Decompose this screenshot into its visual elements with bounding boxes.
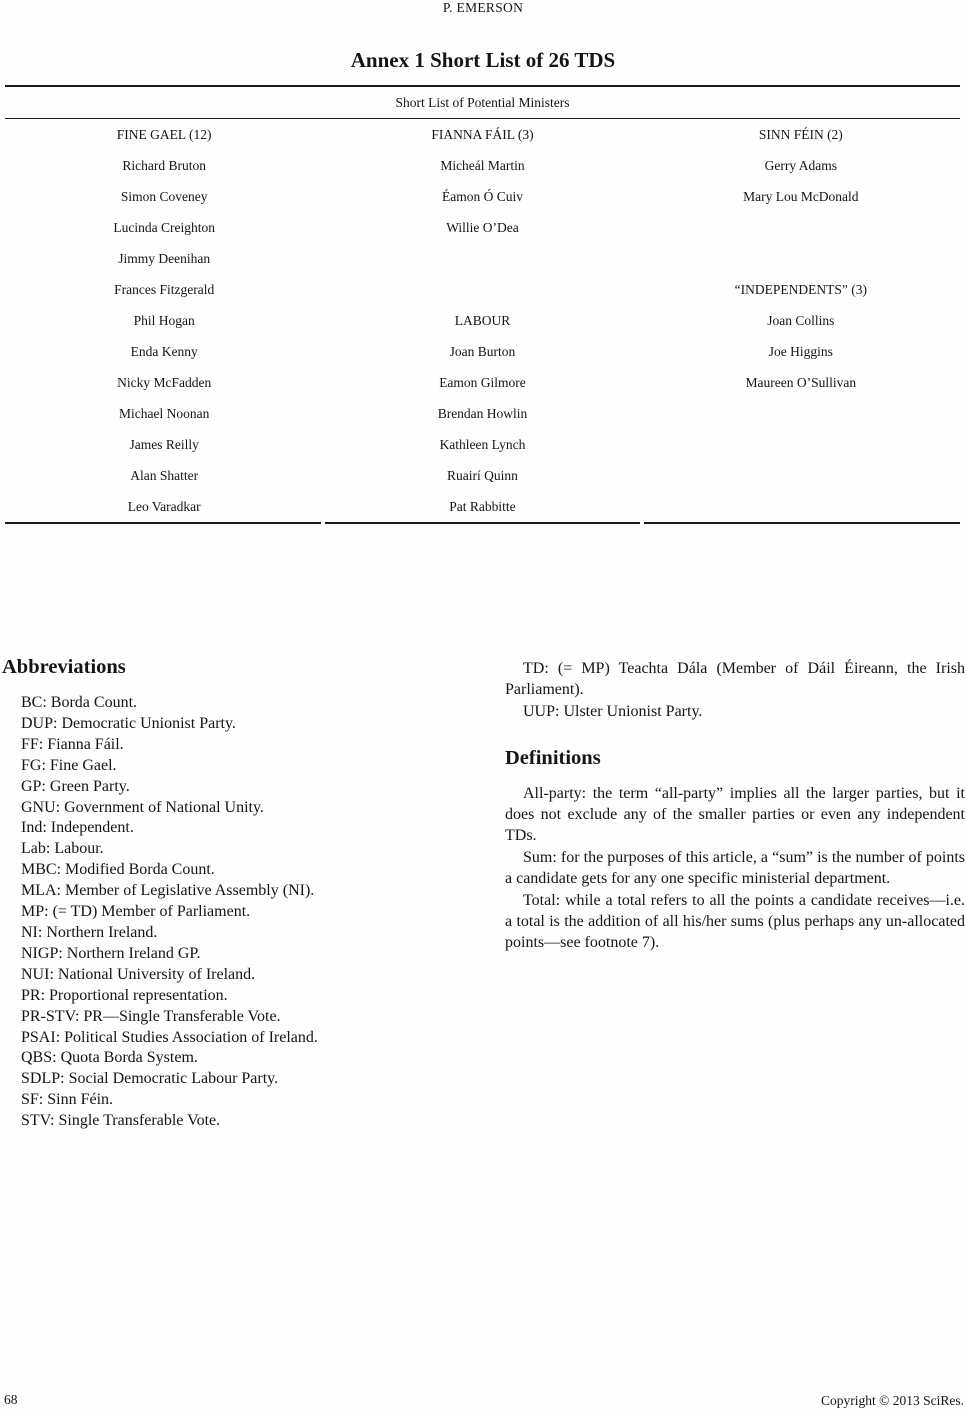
table-cell-labour-header: LABOUR	[454, 312, 511, 328]
table-cell: Michael Noonan	[118, 405, 210, 421]
table-cell: Gerry Adams	[764, 157, 837, 173]
annex-title: Annex 1 Short List of 26 TDS	[350, 48, 616, 72]
abbreviation-item-td: TD: (= MP) Teachta Dála (Member of Dáil Éireann, the Irish Parliament).	[505, 660, 965, 699]
table-bottom-rule-col3	[644, 522, 960, 524]
table-cell	[642, 243, 960, 274]
table-cell	[323, 243, 641, 274]
table-cell: Frances Fitzgerald	[114, 281, 215, 297]
copyright-notice: Copyright © 2013 SciRes.	[820, 1393, 964, 1408]
table-cell: Kathleen Lynch	[439, 436, 526, 452]
abbreviation-item: NUI: National University of Ireland.	[21, 965, 256, 983]
table-cell	[642, 491, 960, 522]
abbreviation-item: SDLP: Social Democratic Labour Party.	[21, 1070, 279, 1088]
definition-sum: Sum: for the purposes of this article, a “sum” is the number of points a candidate gets for any one specific ministerial department.	[505, 848, 965, 888]
table-cell: Ruairí Quinn	[447, 467, 518, 483]
abbreviation-item: GP: Green Party.	[21, 777, 130, 795]
table-row	[5, 336, 960, 367]
abbreviation-item: PSAI: Political Studies Association of Ireland.	[21, 1028, 318, 1046]
table-cell	[642, 398, 960, 429]
running-header: P. EMERSON	[442, 0, 524, 15]
table-row	[5, 181, 960, 212]
abbreviations-heading: Abbreviations	[2, 656, 126, 678]
table-cell: Nicky McFadden	[117, 374, 212, 390]
table-cell: Joan Collins	[767, 312, 835, 328]
definition-all-party: All-party: the term “all-party” implies all the larger parties, but it does not exclude any of the smaller parties or even any independent TDs.	[505, 784, 965, 845]
table-cell: Brendan Howlin	[437, 405, 528, 421]
table-row	[5, 305, 960, 336]
table-cell: Alan Shatter	[130, 467, 199, 483]
table-cell: Willie O’Dea	[446, 219, 519, 235]
abbreviation-item: GNU: Government of National Unity.	[21, 798, 264, 816]
table-row	[5, 274, 960, 305]
abbreviation-item: DUP: Democratic Unionist Party.	[21, 714, 236, 732]
table-row	[5, 460, 960, 491]
abbreviation-item: PR: Proportional representation.	[21, 986, 228, 1004]
table-row	[5, 212, 960, 243]
table-header-row	[5, 119, 960, 150]
table-row	[5, 429, 960, 460]
table-row	[5, 398, 960, 429]
column-header-sinn-fein: SINN FÉIN (2)	[758, 126, 843, 142]
table-cell: Enda Kenny	[130, 343, 198, 359]
abbreviation-item: Lab: Labour.	[21, 840, 104, 858]
table-cell: Eamon Gilmore	[439, 374, 526, 390]
page-number: 68	[4, 1392, 18, 1407]
abbreviation-item: NI: Northern Ireland.	[21, 923, 158, 941]
abbreviation-item: PR-STV: PR—Single Transferable Vote.	[21, 1007, 281, 1025]
abbreviation-item: NIGP: Northern Ireland GP.	[21, 944, 201, 962]
table-cell: Éamon Ó Cuiv	[441, 188, 523, 204]
abbreviation-item: Ind: Independent.	[21, 819, 134, 837]
table-cell: Lucinda Creighton	[113, 219, 215, 235]
abbreviation-item: SF: Sinn Féin.	[21, 1091, 114, 1109]
table-cell: Leo Varadkar	[127, 498, 201, 514]
table-bottom-rule-col2	[325, 522, 641, 524]
definition-total: Total: while a total refers to all the points a candidate receives—i.e. a total is the addition of all his/her sums (plus perhaps any un-allocated points—see footnote 7).	[505, 891, 965, 952]
table-cell: Maureen O’Sullivan	[745, 374, 857, 390]
table-cell: James Reilly	[129, 436, 199, 452]
table-bottom-rule-col1	[5, 522, 321, 524]
abbreviation-item: FG: Fine Gael.	[21, 756, 117, 774]
table-row	[5, 367, 960, 398]
table-cell: Simon Coveney	[120, 188, 208, 204]
abbreviation-item: QBS: Quota Borda System.	[21, 1049, 198, 1067]
abbreviations-section	[2, 656, 464, 1132]
abbreviation-item: MBC: Modified Borda Count.	[21, 861, 215, 879]
table-cell	[642, 460, 960, 491]
table-cell	[642, 429, 960, 460]
table-cell-independents-header: “INDEPENDENTS” (3)	[734, 281, 867, 297]
column-header-fianna-fail: FIANNA FÁIL (3)	[431, 126, 534, 142]
table-row	[5, 243, 960, 274]
table-cell: Phil Hogan	[133, 312, 195, 328]
table-cell: Joe Higgins	[768, 343, 833, 359]
table-cell: Richard Bruton	[122, 157, 206, 173]
table-cell: Joan Burton	[449, 343, 516, 359]
ministers-table	[5, 85, 960, 524]
table-row	[5, 150, 960, 181]
table-cell: Micheál Martin	[440, 157, 525, 173]
abbreviation-item: MLA: Member of Legislative Assembly (NI).	[21, 882, 315, 900]
abbreviation-item: MP: (= TD) Member of Parliament.	[21, 903, 251, 921]
right-column	[505, 658, 965, 954]
table-cell	[323, 274, 641, 305]
abbreviation-item: FF: Fianna Fáil.	[21, 735, 124, 753]
table-cell: Pat Rabbitte	[449, 498, 516, 514]
table-caption: Short List of Potential Ministers	[5, 87, 960, 119]
table-cell: Jimmy Deenihan	[118, 250, 211, 266]
column-header-fine-gael: FINE GAEL (12)	[116, 126, 212, 142]
abbreviation-item-uup: UUP: Ulster Unionist Party.	[523, 702, 703, 720]
abbreviations-list	[2, 693, 464, 1132]
table-cell: Mary Lou McDonald	[743, 188, 859, 204]
definitions-heading: Definitions	[505, 747, 601, 770]
table-row	[5, 491, 960, 522]
table-bottom-rule	[5, 522, 960, 524]
table-cell	[642, 212, 960, 243]
abbreviation-item: STV: Single Transferable Vote.	[21, 1112, 221, 1130]
abbreviation-item: BC: Borda Count.	[21, 694, 138, 711]
